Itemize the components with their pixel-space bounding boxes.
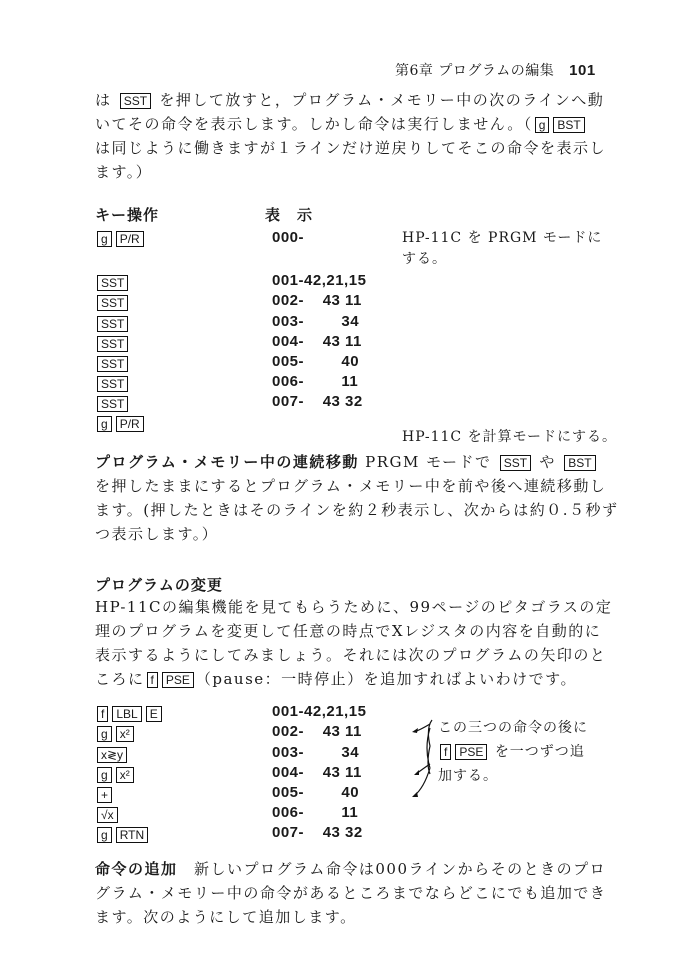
p-r-key: P/R <box>116 416 144 432</box>
table-row <box>95 313 130 334</box>
table-row <box>95 744 129 765</box>
adding-instructions-paragraph: 命令の追加 新しいプログラム命令は000ラインからそのときのプロ グラム・メモリー中の命令があるところまでならどこにでも追加でき ます。次のようにして追加します。 <box>95 860 607 926</box>
table-row <box>95 272 130 293</box>
g-key: g <box>97 416 112 432</box>
row-note: HP-11C を PRGM モードに <box>402 230 603 246</box>
display-column-heading: 表 示 <box>265 206 314 224</box>
g-key: g <box>97 767 112 783</box>
table-row <box>95 703 164 724</box>
table-row <box>95 292 130 313</box>
g-key: g <box>535 117 550 133</box>
bst-key: BST <box>553 117 584 133</box>
f-key: f <box>147 672 158 688</box>
table-row <box>95 784 114 805</box>
table-row <box>95 824 150 845</box>
chapter-title: 第6章 プログラムの編集 <box>395 63 555 79</box>
display-readout: 000- <box>272 229 305 246</box>
f-key: f <box>97 706 108 722</box>
display-readout: 003- 34 <box>272 744 360 761</box>
display-readout: 001-42,21,15 <box>272 272 367 289</box>
display-readout: 006- 11 <box>272 373 359 390</box>
g-key: g <box>97 827 112 843</box>
x-squared-key: x² <box>116 767 134 783</box>
keys-column-heading: キー操作 <box>95 206 160 224</box>
bst-key: BST <box>564 455 595 471</box>
display-readout: 002- 43 11 <box>272 292 362 309</box>
page-header <box>395 60 596 80</box>
sst-key: SST <box>97 316 128 332</box>
g-key: g <box>97 231 112 247</box>
display-readout: 004- 43 11 <box>272 333 362 350</box>
table-row <box>95 393 130 414</box>
sst-key: SST <box>97 295 128 311</box>
rtn-key: RTN <box>116 827 148 843</box>
lbl-key: LBL <box>112 706 141 722</box>
table-row <box>95 333 130 354</box>
table-row <box>95 413 146 434</box>
row-note: する。 <box>402 251 447 267</box>
table-row <box>95 353 130 374</box>
display-readout: 006- 11 <box>272 804 359 821</box>
f-key: f <box>440 744 451 760</box>
pse-key: PSE <box>162 672 194 688</box>
sqrt-key: √x <box>97 807 118 823</box>
add-heading: 命令の追加 <box>95 860 178 878</box>
continuous-movement-paragraph: プログラム・メモリー中の連続移動 PRGM モードで SST や BST を押したままにするとプログラム・メモリー中を前や後へ連続移動し ます。(押したときはそのラインを約２秒表示し、次からは約０.５秒ず つ表示します。） <box>95 453 619 543</box>
sst-key: SST <box>97 396 128 412</box>
intro-paragraph: は SST を押して放すと，プログラム・メモリー中の次のラインへ動 いてその命令を表示します。しかし命令は実行しません。（ g BST は同じように働きますが１ラインだけ逆戻りしてそこの命令を表示し ます。） <box>95 91 607 181</box>
table-row <box>95 764 136 785</box>
display-readout: 001-42,21,15 <box>272 703 367 720</box>
display-readout: 004- 43 11 <box>272 764 362 781</box>
plus-key: + <box>97 787 112 803</box>
display-readout: 002- 43 11 <box>272 723 362 740</box>
table-row <box>95 373 130 394</box>
display-readout: 007- 43 32 <box>272 393 363 410</box>
x-exchange-y-key: x≷y <box>97 747 127 763</box>
page-number: 101 <box>569 62 596 79</box>
display-readout: 005- 40 <box>272 353 360 370</box>
table-row <box>95 804 120 825</box>
table-row <box>95 723 136 744</box>
x-squared-key: x² <box>116 726 134 742</box>
section-title-program-change: プログラムの変更 <box>95 576 223 594</box>
arrow-brace-icon <box>390 718 440 808</box>
program-change-paragraph: HP-11Cの編集機能を見てもらうために、99ページのピタゴラスの定 理のプログラムを変更して任意の時点でXレジスタの内容を自動的に 表示するようにしてみましょう。それには次のプログラムの矢印のと ころに f PSE （pause：一時停止）を追加すればよいわけです。 <box>95 598 613 688</box>
sst-key: SST <box>97 376 128 392</box>
g-key: g <box>97 726 112 742</box>
p-r-key: P/R <box>116 231 144 247</box>
pse-key: PSE <box>455 744 487 760</box>
sst-key: SST <box>97 336 128 352</box>
sst-key: SST <box>500 455 531 471</box>
sst-key: SST <box>97 356 128 372</box>
row-note: HP-11C を計算モードにする。 <box>402 429 618 445</box>
sst-key: SST <box>120 93 151 109</box>
display-readout: 003- 34 <box>272 313 360 330</box>
table-row <box>95 228 146 249</box>
e-key: E <box>146 706 162 722</box>
continuous-heading: プログラム・メモリー中の連続移動 <box>95 453 359 471</box>
display-readout: 007- 43 32 <box>272 824 363 841</box>
display-readout: 005- 40 <box>272 784 360 801</box>
table2-note: この三つの命令の後に f PSE を一つずつ追 加する。 <box>438 720 588 784</box>
sst-key: SST <box>97 275 128 291</box>
